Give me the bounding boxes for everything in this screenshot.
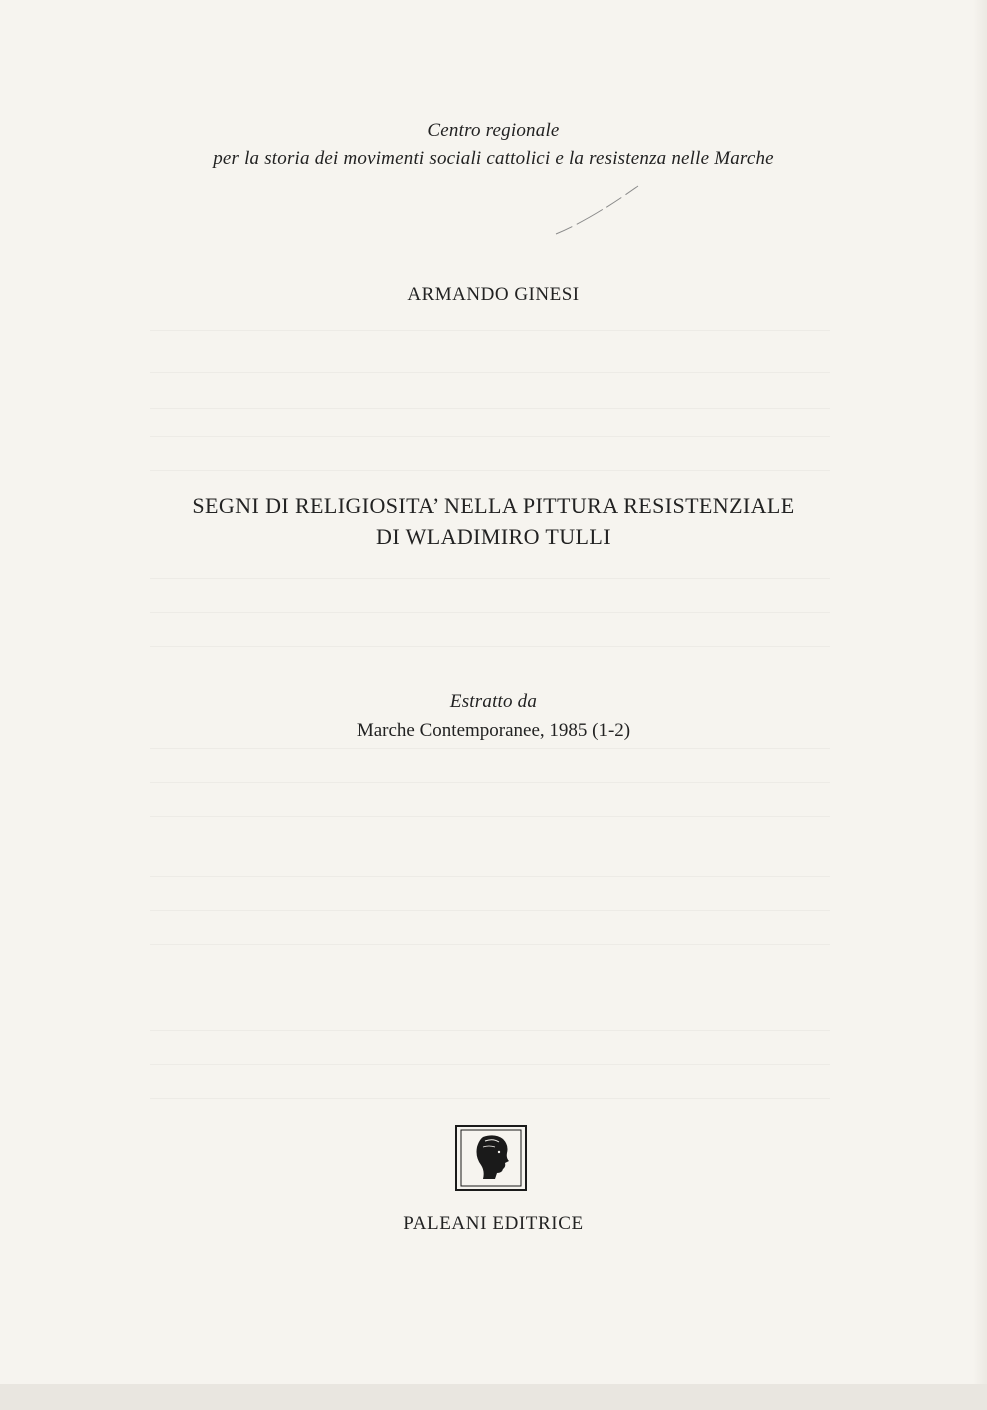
bleed-through-line [150,408,830,409]
bleed-through-line [150,910,830,911]
pen-stroke-mark [550,180,650,240]
page-bottom-margin [0,1384,987,1410]
page-edge-shadow [973,0,987,1410]
profile-head-logo-icon [455,1125,527,1191]
bleed-through-line [150,436,830,437]
bleed-through-line [150,782,830,783]
publisher-name: PALEANI EDITRICE [403,1213,584,1234]
bleed-through-line [150,612,830,613]
bleed-through-line [150,330,830,331]
bleed-through-line [150,748,830,749]
bleed-through-line [150,876,830,877]
header-institution-line: Centro regionale [427,120,560,141]
bleed-through-line [150,1098,830,1099]
source-citation: Marche Contemporanee, 1985 (1-2) [356,720,631,741]
title-line-1: SEGNI DI RELIGIOSITA’ NELLA PITTURA RESISTENZIALE [192,493,795,518]
bleed-through-line [150,816,830,817]
bleed-through-line [150,578,830,579]
extract-label: Estratto da [449,691,538,712]
author-name: ARMANDO GINESI [407,284,580,305]
header-subtitle-line: per la storia dei movimenti sociali cattolici e la resistenza nelle Marche [213,148,774,169]
bleed-through-line [150,372,830,373]
title-line-2: DI WLADIMIRO TULLI [376,524,611,549]
bleed-through-line [150,1064,830,1065]
bleed-through-line [150,944,830,945]
bleed-through-line [150,1030,830,1031]
bleed-through-line [150,646,830,647]
bleed-through-line [150,470,830,471]
